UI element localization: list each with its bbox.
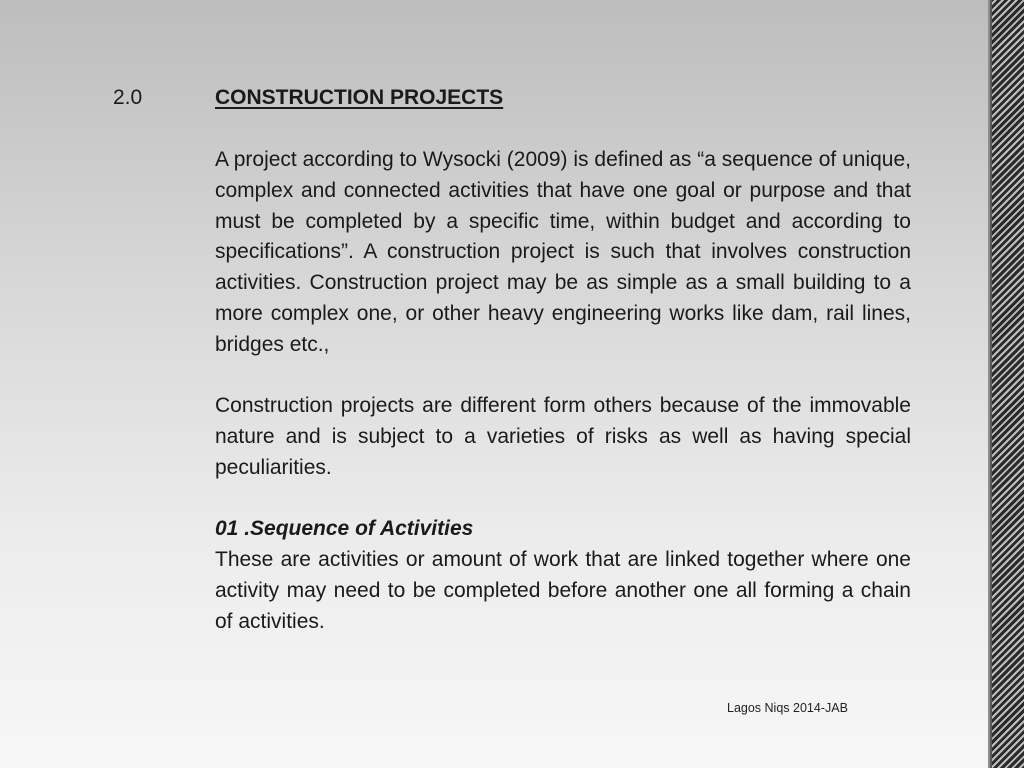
paragraph-sequence-description: These are activities or amount of work that are linked together where one activity may need to be completed before another one all forming a chain of activities. bbox=[215, 548, 911, 633]
slide-footer: Lagos Niqs 2014-JAB bbox=[727, 701, 848, 715]
paragraph-construction-differences: Construction projects are different form others because of the immovable nature and is subject to a varieties of risks as well as having special peculiarities. bbox=[215, 394, 911, 479]
section-title: CONSTRUCTION PROJECTS bbox=[215, 86, 504, 109]
decorative-frame-border bbox=[990, 0, 1024, 768]
paragraph-project-definition: A project according to Wysocki (2009) is defined as “a sequence of unique, complex and connected activities that have one goal or purpose and that must be completed by a specific time, within budget and according to specifications”. A construction project is such that involves construction activities. Construction project may be as simple as a small building to a more complex one, or other heavy engineering works like dam, rail lines, bridges etc., bbox=[215, 148, 911, 356]
section-number: 2.0 bbox=[113, 86, 143, 109]
subheading-sequence-of-activities: 01 .Sequence of Activities bbox=[215, 517, 474, 540]
